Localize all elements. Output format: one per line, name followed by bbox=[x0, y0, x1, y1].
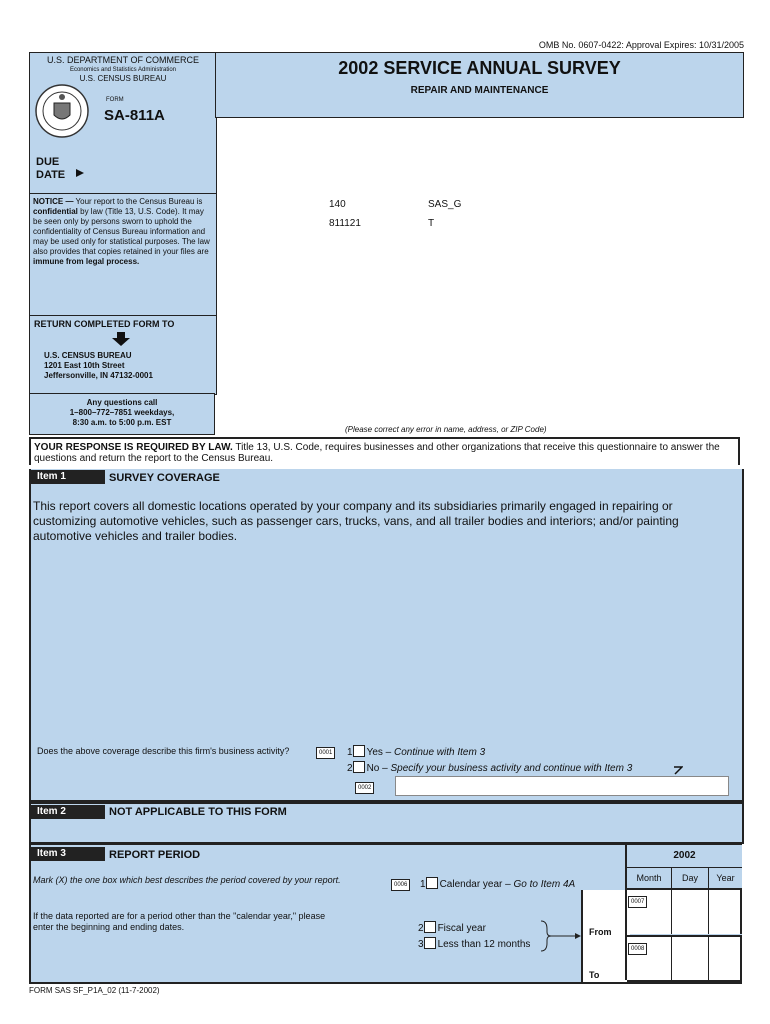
col-day: Day bbox=[672, 868, 709, 888]
fiscal-year-checkbox[interactable] bbox=[424, 921, 436, 933]
item1-code-0001: 0001 bbox=[316, 747, 335, 759]
to-day-cell[interactable] bbox=[672, 937, 709, 980]
calendar-note: Go to Item 4A bbox=[510, 879, 576, 890]
option-fiscal-year bbox=[418, 921, 486, 935]
less-label: Less than 12 months bbox=[437, 939, 531, 950]
no-checkbox[interactable] bbox=[353, 761, 365, 773]
from-date-row bbox=[627, 888, 742, 934]
calendar-year-checkbox[interactable] bbox=[426, 877, 438, 889]
code-d: T bbox=[428, 218, 435, 229]
date-grid-year: 2002 bbox=[627, 845, 742, 868]
item1-heading: SURVEY COVERAGE bbox=[109, 472, 220, 484]
code-0007: 0007 bbox=[628, 896, 647, 908]
item2-tag: Item 2 bbox=[31, 805, 105, 819]
omb-number: OMB No. 0607-0422: Approval Expires: 10/31/2005 bbox=[538, 40, 744, 50]
title-block bbox=[215, 52, 744, 118]
code-c: 811121 bbox=[329, 218, 361, 229]
response-notice bbox=[29, 437, 740, 465]
option-less-than-12-months bbox=[418, 937, 530, 951]
code-a: 140 bbox=[329, 199, 346, 210]
page-subtitle: REPAIR AND MAINTENANCE bbox=[410, 85, 549, 96]
notice-text-2: by law (Title 13, U.S. Code). It may be seen only by persons sworn to uphold the confidentiality of Census Bureau information and may be used only for statistical purposes. The law also provides that copies retained in your files are bbox=[33, 207, 210, 256]
item1-body: This report covers all domestic locations operated by your company and its subsidiaries primarily engaged in repairing or customizing automotive vehicles, such as passenger cars, trucks, vans, and all trailer bodies and interiors; and/or painting automotive vehicles and trailer bodies. bbox=[33, 499, 679, 543]
code-0008: 0008 bbox=[628, 943, 647, 955]
notice-box bbox=[29, 193, 217, 317]
option-no-label: No – bbox=[366, 763, 388, 774]
business-activity-input[interactable] bbox=[395, 776, 729, 796]
return-heading: RETURN COMPLETED FORM TO bbox=[34, 319, 175, 329]
item1-section bbox=[29, 469, 744, 802]
option-no-num: 2 bbox=[347, 763, 353, 774]
item3-instruction: Mark (X) the one box which best describes the period covered by your report. bbox=[33, 875, 341, 885]
notice-bold-2: immune from legal process. bbox=[33, 257, 140, 266]
return-address: U.S. CENSUS BUREAU 1201 East 10th Street Jeffersonville, IN 47132-0001 bbox=[44, 351, 153, 380]
response-bold: YOUR RESPONSE IS REQUIRED BY LAW. bbox=[34, 442, 233, 453]
from-month-cell[interactable] bbox=[627, 890, 672, 934]
correct-address-note: (Please correct any error in name, address, or ZIP Code) bbox=[345, 425, 547, 434]
item3-heading: REPORT PERIOD bbox=[109, 849, 201, 861]
form-footer: FORM SAS SF_P1A_02 (11-7-2002) bbox=[29, 986, 160, 995]
admin-name: Economics and Statistics Administration bbox=[69, 67, 177, 73]
item2-section bbox=[29, 802, 744, 844]
notice-text-1: Your report to the Census Bureau is bbox=[73, 197, 203, 206]
arrow-down-icon bbox=[112, 332, 130, 346]
due-date-label: DUE DATE bbox=[36, 156, 66, 181]
yes-checkbox[interactable] bbox=[353, 745, 365, 757]
dept-name: U.S. DEPARTMENT OF COMMERCE bbox=[46, 55, 199, 65]
date-grid bbox=[625, 843, 742, 980]
option-calendar-year bbox=[420, 877, 575, 891]
from-year-cell[interactable] bbox=[709, 890, 740, 934]
form-label: FORM bbox=[106, 97, 124, 103]
item1-tag: Item 1 bbox=[31, 470, 105, 484]
option-yes-num: 1 bbox=[347, 747, 353, 758]
department-seal-icon bbox=[34, 83, 90, 139]
calendar-num: 1 bbox=[420, 879, 426, 890]
option-yes-note: Continue with Item 3 bbox=[391, 747, 486, 758]
option-yes bbox=[347, 745, 485, 759]
page-title: 2002 SERVICE ANNUAL SURVEY bbox=[338, 58, 621, 78]
questions-box: Any questions call 1–800–772–7851 weekdays, 8:30 a.m. to 5:00 p.m. EST bbox=[29, 393, 215, 435]
item3-code-0006: 0006 bbox=[391, 879, 410, 891]
item1-code-0002: 0002 bbox=[355, 782, 374, 794]
notice-bold-1: confidential bbox=[33, 207, 78, 216]
less-than-12-months-checkbox[interactable] bbox=[424, 937, 436, 949]
bureau-name: U.S. CENSUS BUREAU bbox=[79, 74, 167, 83]
col-year: Year bbox=[709, 868, 742, 888]
from-day-cell[interactable] bbox=[672, 890, 709, 934]
code-b: SAS_G bbox=[428, 199, 462, 210]
fiscal-label: Fiscal year bbox=[437, 923, 486, 934]
item2-heading: NOT APPLICABLE TO THIS FORM bbox=[109, 806, 287, 818]
option-no-note: Specify your business activity and continue with Item 3 bbox=[387, 763, 633, 774]
response-text: Title 13, U.S. Code, requires businesses and other organizations that receive this questionnaire to answer the questions and return the report to the Census Bureau. bbox=[34, 442, 720, 464]
to-year-cell[interactable] bbox=[709, 937, 740, 980]
fiscal-num: 2 bbox=[418, 923, 424, 934]
agency-block bbox=[29, 52, 217, 195]
return-address-box bbox=[29, 315, 217, 395]
to-date-row bbox=[627, 935, 742, 982]
notice-lead: NOTICE — bbox=[33, 197, 74, 206]
col-month: Month bbox=[627, 868, 672, 888]
option-yes-label: Yes – bbox=[366, 747, 392, 758]
form-number: SA-811A bbox=[104, 107, 165, 124]
item1-question: Does the above coverage describe this firm's business activity? bbox=[37, 746, 290, 756]
calendar-label: Calendar year – bbox=[439, 879, 511, 890]
item3-other-period: If the data reported are for a period other than the "calendar year," please enter the beginning and ending dates. bbox=[33, 911, 326, 932]
arrow-down-right-icon bbox=[673, 765, 683, 775]
arrow-right-icon bbox=[76, 169, 84, 177]
less-num: 3 bbox=[418, 939, 424, 950]
option-no bbox=[347, 761, 632, 775]
brace-arrow-icon bbox=[539, 919, 583, 953]
from-to-panel bbox=[581, 890, 630, 982]
from-label: From bbox=[589, 927, 612, 937]
to-month-cell[interactable] bbox=[627, 937, 672, 980]
item3-tag: Item 3 bbox=[31, 847, 105, 861]
to-label: To bbox=[589, 970, 600, 980]
